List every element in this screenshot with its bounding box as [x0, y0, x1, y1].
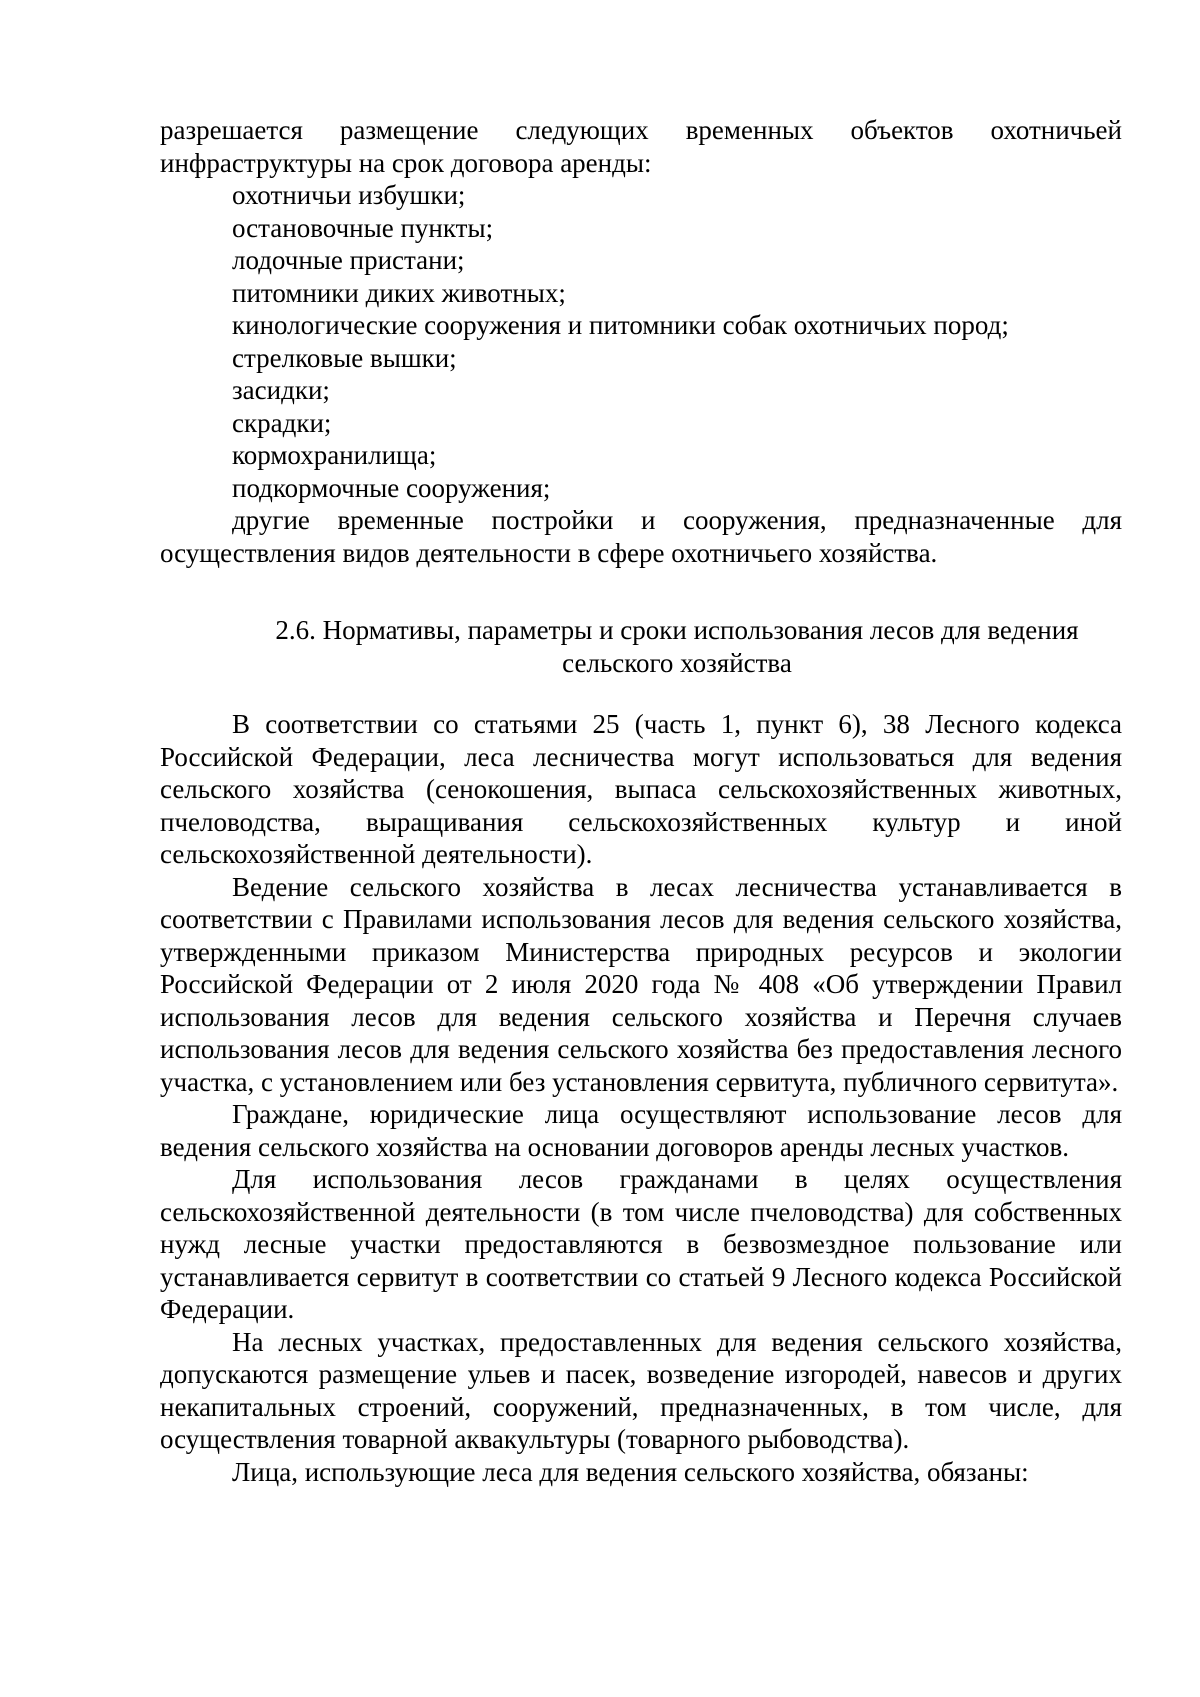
list-item: кормохранилища; — [232, 440, 437, 470]
other-buildings-paragraph: другие временные постройки и сооружения, предназначенные для осуществления видов деятельности в сфере охотничьего хозяйства. — [160, 505, 1122, 568]
section-heading-line1: 2.6. Нормативы, параметры и сроки использования лесов для ведения — [275, 615, 1079, 645]
list-item: подкормочные сооружения; — [232, 472, 551, 503]
list-item: лодочные пристани; — [232, 245, 465, 275]
body-paragraph: Для использования лесов гражданами в целях осуществления сельскохозяйственной деятельности (в том числе пчеловодства) для собственных нужд лесные участки предоставляются в безвозмездное пользование или устанавливается сервитут в соответствии со статьей 9 Лесного кодекса Российской Федерации. — [160, 1164, 1122, 1324]
body-paragraph: Граждане, юридические лица осуществляют использование лесов для ведения сельского хозяйства на основании договоров аренды лесных участков. — [160, 1099, 1122, 1162]
intro-paragraph: разрешается размещение следующих временных объектов охотничьей инфраструктуры на срок договора аренды: — [160, 115, 1122, 178]
body-paragraph: На лесных участках, предоставленных для ведения сельского хозяйства, допускаются размещение ульев и пасек, возведение изгородей, навесов и других некапитальных строений, сооружений, предназначенных, в том числе, для осуществления товарной аквакультуры (товарного рыбоводства). — [160, 1326, 1122, 1454]
body-paragraph: В соответствии со статьями 25 (часть 1, пункт 6), 38 Лесного кодекса Российской Федерации, леса лесничества могут использоваться для ведения сельского хозяйства (сенокошения, выпаса сельскохозяйственных животных, пчеловодства, выращивания сельскохозяйственных культур и иной сельскохозяйственной деятельности). — [160, 709, 1122, 869]
body-paragraph: Ведение сельского хозяйства в лесах лесничества устанавливается в соответствии с Правилами использования лесов для ведения сельского хозяйства, утвержденными приказом Министерства природных ресурсов и экологии Российской Федерации от 2 июля 2020 года № 408 «Об утверждении Правил использования лесов для ведения сельского хозяйства и Перечня случаев использования лесов для ведения сельского хозяйства без предоставления лесного участка, с установлением или без установления сервитута, публичного сервитута». — [160, 871, 1122, 1097]
section-heading — [160, 614, 1122, 679]
list-item: питомники диких животных; — [232, 277, 566, 308]
list-item: остановочные пункты; — [232, 212, 494, 243]
section-heading-line2: сельского хозяйства — [562, 647, 792, 678]
list-item: засидки; — [232, 375, 330, 405]
list-item: скрадки; — [232, 407, 332, 438]
hunting-infrastructure-block — [160, 114, 1122, 569]
agriculture-body — [160, 708, 1122, 1488]
list-item: охотничьи избушки; — [232, 180, 466, 210]
list-item: кинологические сооружения и питомники собак охотничьих пород; — [232, 310, 1009, 340]
list-item: стрелковые вышки; — [232, 342, 457, 373]
body-paragraph: Лица, использующие леса для ведения сельского хозяйства, обязаны: — [232, 1456, 1029, 1487]
